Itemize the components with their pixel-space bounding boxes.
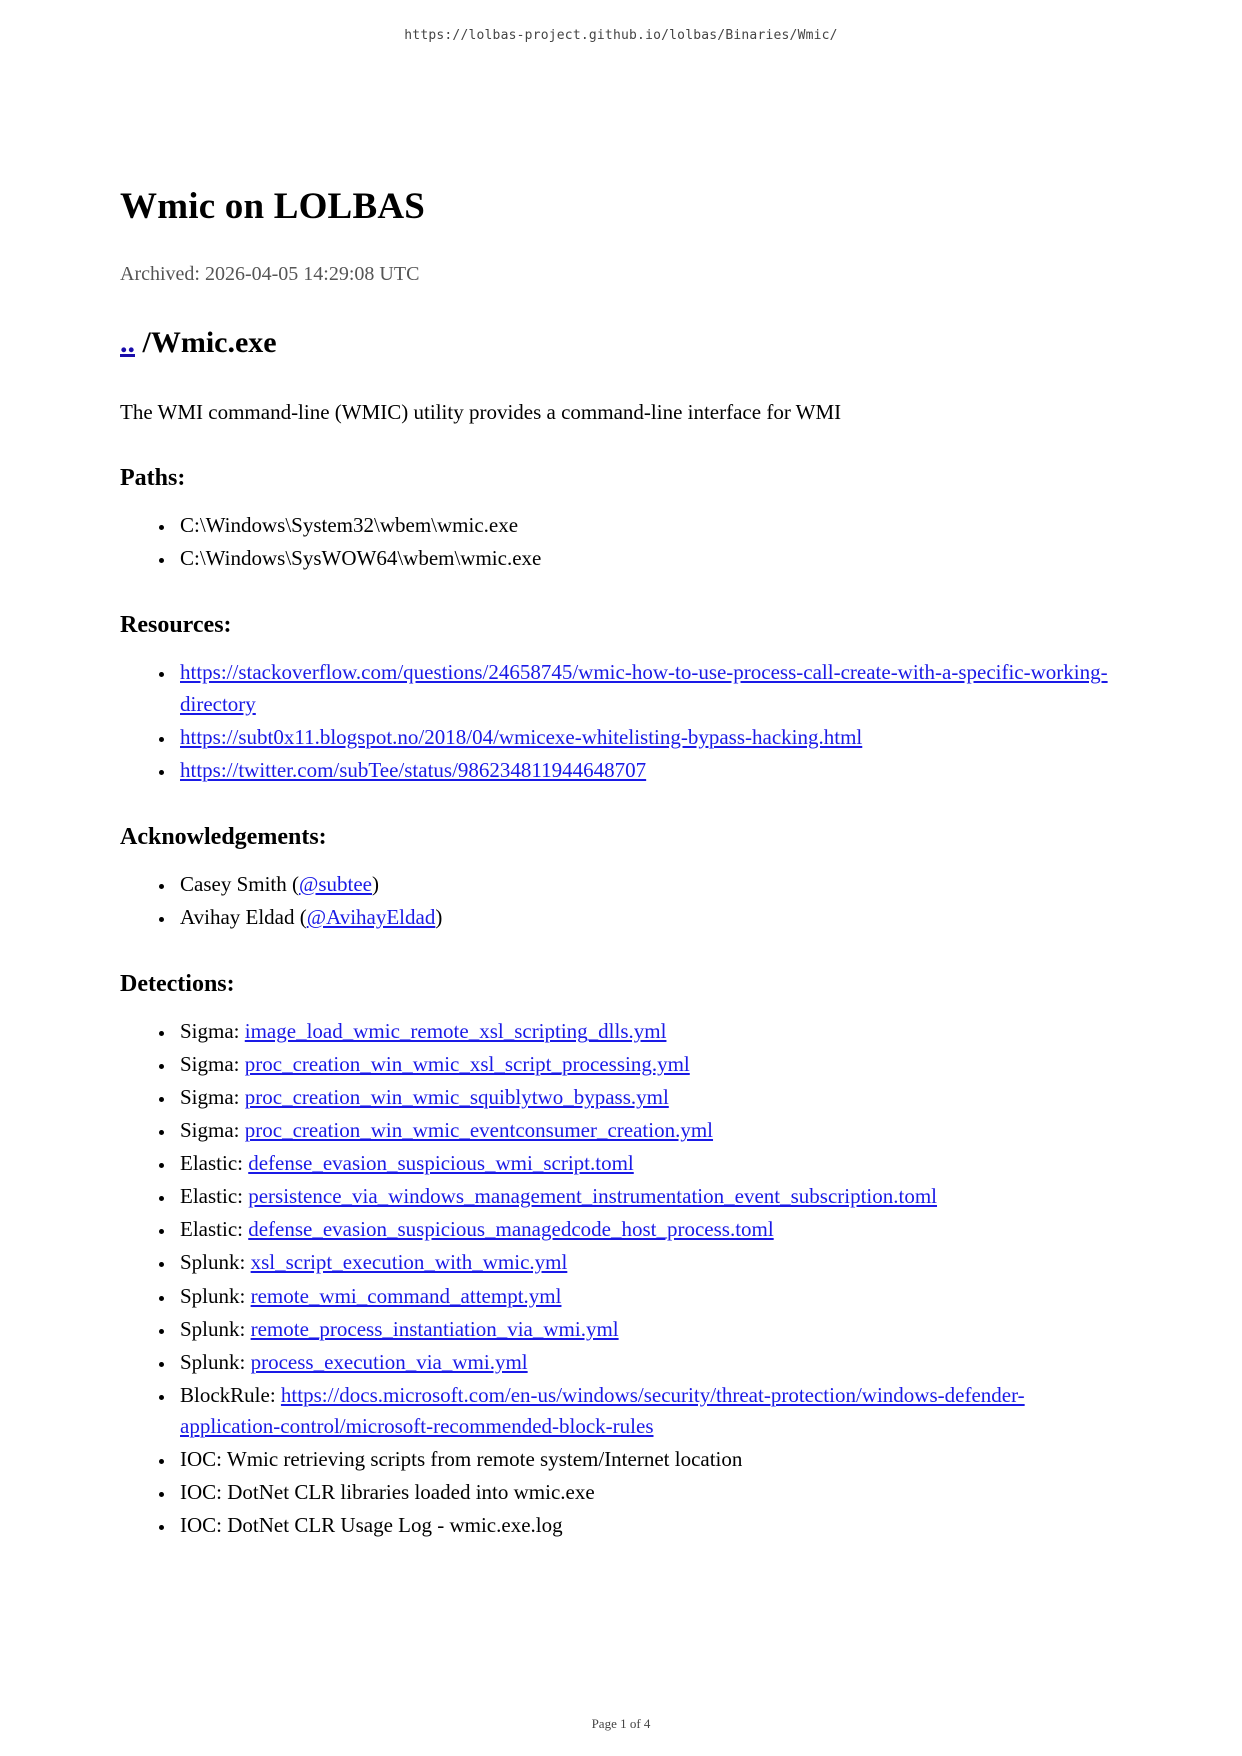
detection-source: Sigma:	[180, 1085, 240, 1110]
list-item	[176, 1510, 1120, 1541]
list-item	[176, 1444, 1120, 1475]
paths-list	[120, 510, 1120, 574]
detection-link[interactable]: remote_process_instantiation_via_wmi.yml	[250, 1316, 619, 1341]
detection-link[interactable]: proc_creation_win_wmic_eventconsumer_creation.yml	[244, 1118, 714, 1143]
list-item	[176, 1314, 1120, 1345]
detection-link[interactable]: proc_creation_win_wmic_xsl_script_processing.yml	[244, 1051, 690, 1076]
section-heading	[120, 324, 1120, 362]
list-item	[176, 1181, 1120, 1212]
detection-source: Elastic:	[180, 1151, 243, 1176]
list-item	[176, 722, 1120, 753]
archived-timestamp: Archived: 2026-04-05 14:29:08 UTC	[120, 263, 420, 286]
binary-description: The WMI command-line (WMIC) utility provides a command-line interface for WMI	[120, 399, 842, 424]
section-heading-label: /Wmic.exe	[142, 326, 277, 360]
resource-link[interactable]: https://subt0x11.blogspot.no/2018/04/wmicexe-whitelisting-bypass-hacking.html	[180, 724, 863, 749]
paths-heading: Paths:	[120, 465, 186, 492]
detection-text: DotNet CLR libraries loaded into wmic.exe	[227, 1480, 595, 1504]
list-item	[176, 657, 1120, 719]
detection-link[interactable]: defense_evasion_suspicious_wmi_script.toml	[248, 1151, 634, 1176]
detection-source: Elastic:	[180, 1217, 243, 1242]
detection-source: Sigma:	[180, 1018, 240, 1043]
list-item: • Casey Smith (@subtee)	[176, 869, 1120, 900]
detection-link[interactable]: xsl_script_execution_with_wmic.yml	[250, 1250, 568, 1275]
acknowledgements-list	[120, 869, 1120, 933]
list-item	[176, 1477, 1120, 1508]
list-item	[176, 1347, 1120, 1378]
detection-source: Splunk:	[180, 1250, 246, 1275]
detection-source: Sigma:	[180, 1051, 240, 1076]
parent-directory-link[interactable]: ..	[120, 326, 135, 360]
detection-source: IOC:	[180, 1446, 222, 1471]
detection-text: Wmic retrieving scripts from remote system/Internet location	[226, 1446, 743, 1471]
detection-text: DotNet CLR Usage Log - wmic.exe.log	[227, 1513, 563, 1538]
detection-source: Sigma:	[180, 1118, 240, 1143]
page-number: Page 1 of 4	[591, 1716, 651, 1731]
page-title: Wmic on LOLBAS	[120, 186, 426, 227]
detection-source: IOC:	[180, 1513, 222, 1538]
detection-source: Splunk:	[180, 1316, 246, 1341]
ack-name: Avihay Eldad	[180, 904, 295, 929]
list-item: • C:\Windows\SysWOW64\wbem\wmic.exe	[176, 543, 1120, 574]
detection-link[interactable]: https://docs.microsoft.com/en-us/windows/security/threat-protection/windows-defender-application-control/microsoft-recommended-block-rules	[180, 1382, 1025, 1438]
list-item	[176, 1049, 1120, 1080]
detection-link[interactable]: remote_wmi_command_attempt.yml	[250, 1283, 562, 1308]
resource-link[interactable]: https://twitter.com/subTee/status/986234811944648707	[180, 757, 647, 782]
list-item	[176, 1016, 1120, 1047]
resources-list	[120, 657, 1120, 785]
list-item	[176, 1281, 1120, 1312]
detection-link[interactable]: defense_evasion_suspicious_managedcode_host_process.toml	[248, 1217, 774, 1242]
detections-list	[120, 1016, 1120, 1541]
list-item	[176, 1214, 1120, 1245]
detection-link[interactable]: proc_creation_win_wmic_squiblytwo_bypass.yml	[244, 1085, 669, 1110]
ack-handle-link[interactable]: @AvihayEldad	[306, 904, 436, 929]
list-item: • Avihay Eldad (@AvihayEldad)	[176, 902, 1120, 933]
detection-source: Splunk:	[180, 1283, 246, 1308]
resources-heading: Resources:	[120, 612, 232, 639]
list-item	[176, 1115, 1120, 1146]
detection-source: Elastic:	[180, 1184, 243, 1209]
list-item	[176, 1247, 1120, 1278]
list-item	[176, 1380, 1120, 1442]
list-item	[176, 755, 1120, 786]
detection-link[interactable]: persistence_via_windows_management_instrumentation_event_subscription.toml	[248, 1184, 938, 1209]
list-item	[176, 1082, 1120, 1113]
list-item: • C:\Windows\System32\wbem\wmic.exe	[176, 510, 1120, 541]
detection-link[interactable]: image_load_wmic_remote_xsl_scripting_dlls.yml	[244, 1018, 667, 1043]
acknowledgements-heading: Acknowledgements:	[120, 823, 327, 850]
detection-source: BlockRule:	[180, 1382, 276, 1407]
page-header-url: https://lolbas-project.github.io/lolbas/Binaries/Wmic/	[404, 28, 838, 43]
detections-heading: Detections:	[120, 970, 235, 997]
document-content	[120, 185, 1120, 1543]
detection-source: Splunk:	[180, 1349, 246, 1374]
ack-name: Casey Smith	[180, 871, 287, 896]
list-item	[176, 1148, 1120, 1179]
detection-link[interactable]: process_execution_via_wmi.yml	[250, 1349, 528, 1374]
resource-link[interactable]: https://stackoverflow.com/questions/24658745/wmic-how-to-use-process-call-create-with-a-specific-working-directory	[180, 660, 1108, 716]
detection-source: IOC:	[180, 1480, 222, 1504]
ack-handle-link[interactable]: @subtee	[299, 871, 373, 896]
